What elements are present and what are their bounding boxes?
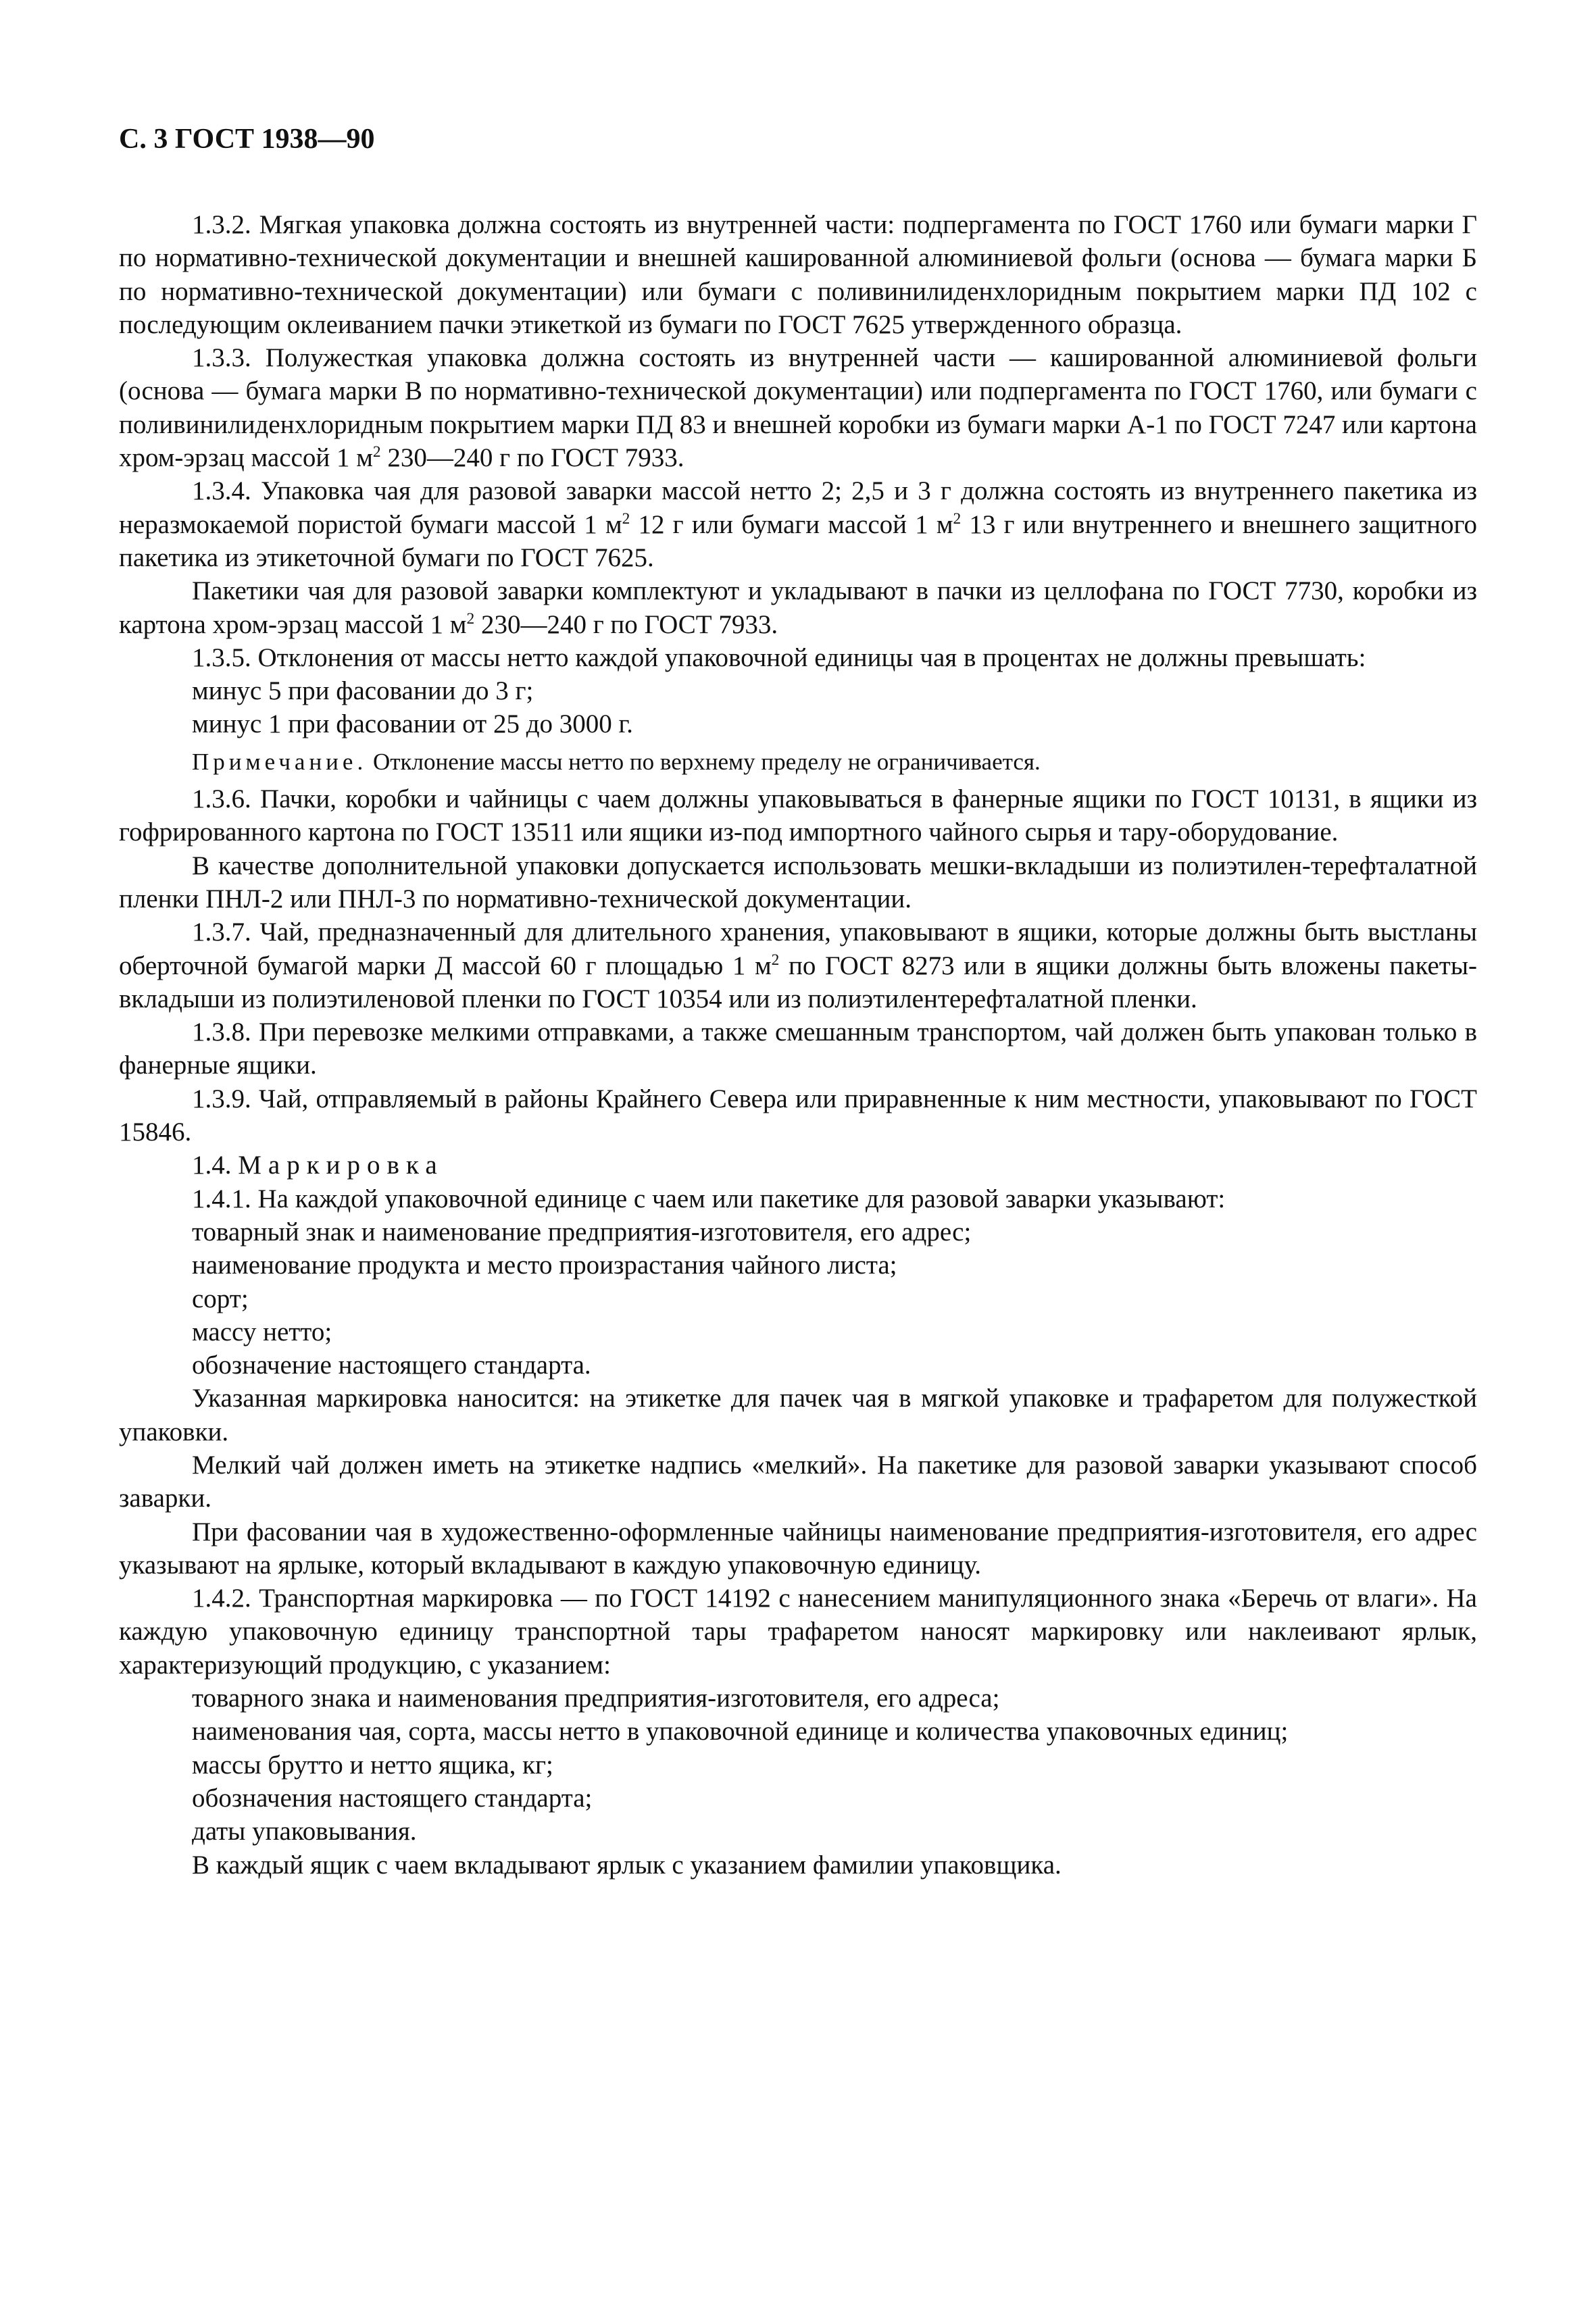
page-header: С. 3 ГОСТ 1938—90 (119, 124, 375, 155)
list-item: товарный знак и наименование предприятия-изготовителя, его адрес; (192, 1217, 972, 1247)
paragraph-marking-placement: Указанная маркировка наносится: на этикетке для пачек чая в мягкой упаковке и трафаретом для полужесткой упаковки. (119, 1384, 1477, 1447)
paragraph-1-3-7: 1.3.7. Чай, предназначенный для длительного хранения, упаковывают в ящики, которые должны быть выстланы оберточной бумагой марки Д массой 60 г площадью 1 $м^2$ по ГОСТ 8273 или в ящики должны быть вложены пакеты-вкладыши из полиэтиленовой пленки по ГОСТ 10354 или из полиэтилентерефталатной пленки. (119, 917, 1478, 1013)
paragraph-1-3-3: 1.3.3. Полужесткая упаковка должна состоять из внутренней части — кашированной алюминиевой фольги (основа — бумага марки В по нормативно-технической документации) или подпергамента по ГОСТ 1760, или бумаги с поливинилиденхлоридным покрытием марки ПД 83 и внешней коробки из бумаги марки А-1 по ГОСТ 7247 или картона хром-эрзац массой 1 $м^2$ 230—240 г по ГОСТ 7933. (119, 343, 1477, 473)
list-item: минус 1 при фасовании от 25 до 3000 г. (192, 709, 633, 739)
list-item: сорт; (192, 1284, 249, 1313)
paragraph-1-3-2: 1.3.2. Мягкая упаковка должна состоять из внутренней части: подпергамента по ГОСТ 1760 или бумаги марки Г по нормативно-технической документации и внешней кашированной алюминиевой фольги (основа — бумага марки Б по нормативно-технической документации) или бумаги с поливинилиденхлоридным покрытием марки ПД 102 с последующим оклеиванием пачки этикеткой из бумаги по ГОСТ 7625 утвержденного образца. (119, 210, 1477, 339)
list-item: наименования чая, сорта, массы нетто в упаковочной единице и количества упаковочных единиц; (192, 1717, 1289, 1746)
list-item: даты упаковывания. (192, 1817, 417, 1846)
list-item: минус 5 при фасовании до 3 г; (192, 676, 534, 706)
section-heading-1-4: 1.4. Маркировка (192, 1151, 444, 1180)
paragraph-tea-caddies: При фасовании чая в художественно-оформленные чайницы наименование предприятия-изготовителя, его адрес указывают на ярлыке, который вкладывают в каждую упаковочную единицу. (119, 1517, 1477, 1580)
list-item: товарного знака и наименования предприятия-изготовителя, его адреса; (192, 1684, 1000, 1713)
paragraph-1-3-4: 1.3.4. Упаковка чая для разовой заварки массой нетто 2; 2,5 и 3 г должна состоять из внутреннего пакетика из неразмокаемой пористой бумаги массой 1 $м^2$ 12 г или бумаги массой 1 $м^2$ 13 г или внутреннего и внешнего защитного пакетика из этикеточной бумаги по ГОСТ 7625. (119, 476, 1477, 572)
list-item: массы брутто и нетто ящика, кг; (192, 1750, 553, 1780)
note (119, 745, 1477, 778)
list-item: обозначения настоящего стандарта; (192, 1783, 593, 1813)
paragraph-1-3-9: 1.3.9. Чай, отправляемый в районы Крайнего Севера или приравненные к ним местности, упаковывают по ГОСТ 15846. (119, 1084, 1477, 1147)
paragraph-1-3-6: 1.3.6. Пачки, коробки и чайницы с чаем должны упаковываться в фанерные ящики по ГОСТ 10131, в ящики из гофрированного картона по ГОСТ 13511 или ящики из-под импортного чайного сырья и тару-оборудование. (119, 784, 1477, 847)
note-text: Отклонение массы нетто по верхнему пределу не ограничивается. (367, 748, 1041, 775)
paragraph-1-3-8: 1.3.8. При перевозке мелкими отправками, а также смешанным транспортом, чай должен быть упакован только в фанерные ящики. (119, 1017, 1477, 1080)
paragraph-additional-packing: В качестве дополнительной упаковки допускается использовать мешки-вкладыши из полиэтилен-терефталатной пленки ПНЛ-2 или ПНЛ-3 по нормативно-технической документации. (119, 851, 1477, 913)
paragraph-small-tea: Мелкий чай должен иметь на этикетке надпись «мелкий». На пакетике для разовой заварки указывают способ заварки. (119, 1450, 1477, 1513)
list-item: массу нетто; (192, 1317, 332, 1347)
list-item: обозначение настоящего стандарта. (192, 1351, 591, 1380)
document-page (119, 122, 1477, 1882)
list-item: наименование продукта и место произрастания чайного листа; (192, 1251, 897, 1280)
paragraph-1-3-5: 1.3.5. Отклонения от массы нетто каждой упаковочной единицы чая в процентах не должны превышать: (192, 643, 1366, 672)
note-label: Примечание. (192, 748, 368, 775)
paragraph-packer-label: В каждый ящик с чаем вкладывают ярлык с указанием фамилии упаковщика. (192, 1850, 1062, 1880)
paragraph-packets: Пакетики чая для разовой заварки комплектуют и укладывают в пачки из целлофана по ГОСТ 7730, коробки из картона хром-эрзац массой 1 $м^2$ 230—240 г по ГОСТ 7933. (119, 576, 1477, 639)
paragraph-1-4-1: 1.4.1. На каждой упаковочной единице с чаем или пакетике для разовой заварки указывают: (192, 1184, 1226, 1213)
paragraph-1-4-2: 1.4.2. Транспортная маркировка — по ГОСТ 14192 с нанесением манипуляционного знака «Беречь от влаги». На каждую упаковочную единицу транспортной тары трафаретом наносят маркировку или наклеивают ярлык, характеризующий продукцию, с указанием: (119, 1584, 1477, 1680)
